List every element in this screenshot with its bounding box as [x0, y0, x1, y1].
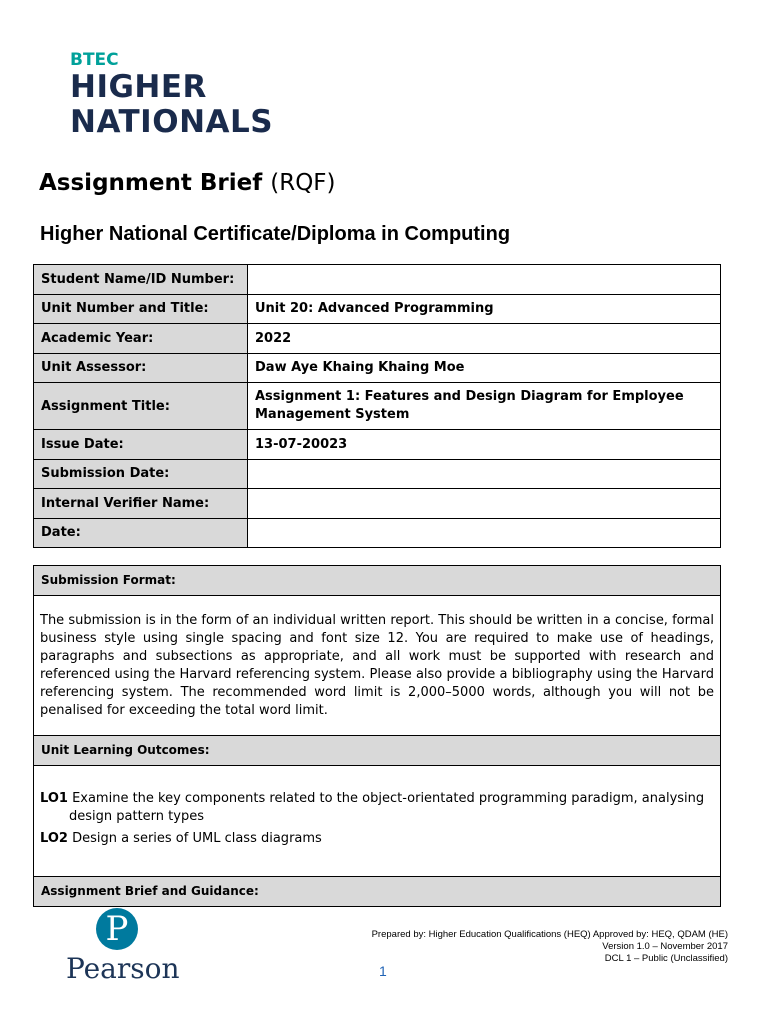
pearson-logo-wordmark: Pearson — [66, 952, 180, 985]
row-value: 2022 — [248, 324, 721, 354]
assignment-info-table — [33, 264, 721, 548]
pearson-logo-letter: P — [105, 909, 129, 949]
learning-outcome-item — [40, 830, 714, 848]
learning-outcome-item — [40, 790, 714, 826]
guidance-heading: Assignment Brief and Guidance: — [34, 876, 720, 906]
table-row — [34, 518, 721, 548]
btec-logo — [70, 50, 273, 140]
title-suffix: (RQF) — [270, 170, 336, 196]
table-row — [34, 294, 721, 324]
lo-text: Design a series of UML class diagrams — [72, 831, 322, 846]
row-value: 13-07-20023 — [248, 430, 721, 460]
submission-format-heading: Submission Format: — [34, 566, 720, 596]
title-main: Assignment Brief — [39, 170, 263, 196]
logo-btec: BTEC — [70, 50, 119, 70]
row-label: Student Name/ID Number: — [34, 265, 248, 295]
row-label: Issue Date: — [34, 430, 248, 460]
table-row — [34, 489, 721, 519]
row-value: Unit 20: Advanced Programming — [248, 294, 721, 324]
row-label: Submission Date: — [34, 459, 248, 489]
row-value — [248, 265, 721, 295]
row-value — [248, 459, 721, 489]
table-row — [34, 430, 721, 460]
assignment-details-box — [33, 565, 721, 907]
footer-classification: DCL 1 – Public (Unclassified) — [604, 953, 728, 964]
table-row — [34, 353, 721, 383]
table-row — [34, 383, 721, 430]
learning-outcomes-list — [34, 766, 720, 876]
page-number: 1 — [379, 963, 387, 979]
row-label: Unit Number and Title: — [34, 294, 248, 324]
row-value: Assignment 1: Features and Design Diagram for Employee Management System — [248, 383, 721, 430]
row-value — [248, 489, 721, 519]
submission-format-text: The submission is in the form of an individual written report. This should be written in a concise, formal business style using single spacing and font size 12. You are required to make use of headings, paragraphs and subsections as appropriate, and all work must be supported with research and referenced using the Harvard referencing system. Please also provide a bibliography using the Harvard referencing system. The recommended word limit is 2,000–5000 words, although you will not be penalised for exceeding the total word limit. — [40, 613, 714, 718]
table-row — [34, 324, 721, 354]
table-row — [34, 265, 721, 295]
row-value: Daw Aye Khaing Khaing Moe — [248, 353, 721, 383]
row-label: Academic Year: — [34, 324, 248, 354]
footer-version: Version 1.0 – November 2017 — [602, 941, 728, 952]
lo-code: LO2 — [40, 831, 68, 846]
row-value — [248, 518, 721, 548]
document-footer — [372, 929, 728, 965]
row-label: Unit Assessor: — [34, 353, 248, 383]
table-row — [34, 459, 721, 489]
footer-prepared-by: Prepared by: Higher Education Qualifications (HEQ) Approved by: HEQ, QDAM (HE) — [371, 929, 728, 940]
row-label: Assignment Title: — [34, 383, 248, 430]
row-label: Internal Verifier Name: — [34, 489, 248, 519]
learning-outcomes-heading: Unit Learning Outcomes: — [34, 735, 720, 766]
lo-text: Examine the key components related to the object-orientated programming paradigm, analysing design pattern types — [69, 791, 705, 824]
page-subtitle: Higher National Certificate/Diploma in Computing — [40, 223, 511, 245]
row-label: Date: — [34, 518, 248, 548]
logo-higher: HIGHER — [70, 69, 207, 105]
page-title — [39, 170, 336, 196]
lo-code: LO1 — [40, 791, 68, 806]
logo-nationals: NATIONALS — [70, 104, 274, 140]
